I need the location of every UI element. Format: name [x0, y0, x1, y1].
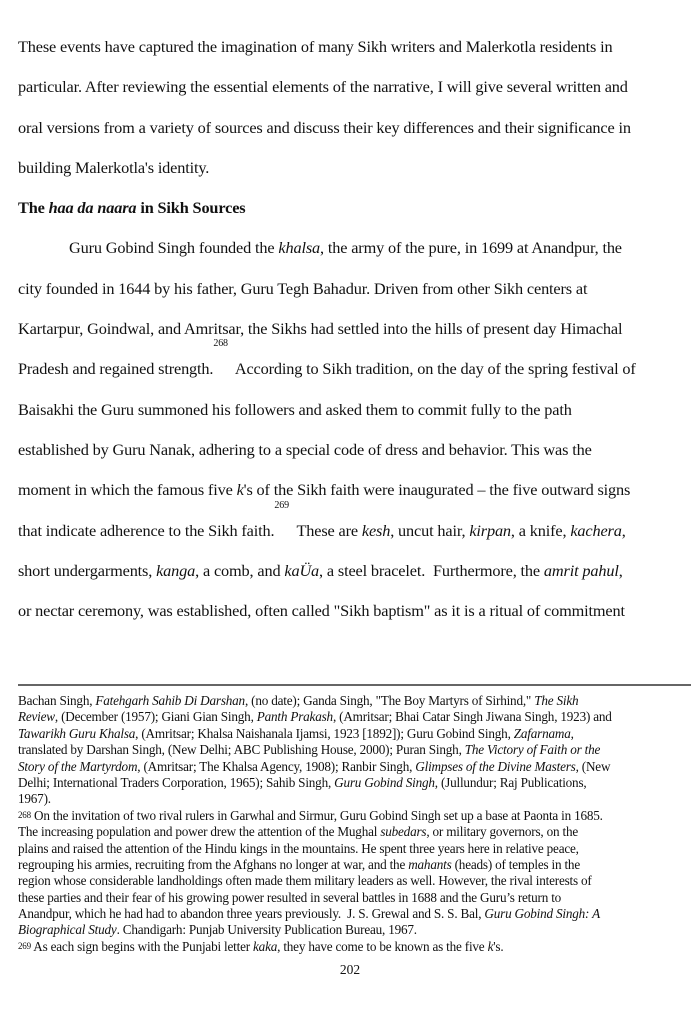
- footnote-line: [18, 824, 694, 840]
- italic-term: k: [487, 938, 494, 954]
- italic-title: Review: [18, 709, 55, 725]
- text: 's.: [493, 938, 504, 954]
- italic-term: khalsa: [278, 238, 321, 258]
- paragraph-line: or nectar ceremony, was established, often called "Sikh baptism" as it is a ritual of commitment: [18, 601, 625, 621]
- footnote-line: [18, 922, 694, 938]
- text: ,: [621, 520, 626, 540]
- paragraph-line: Kartarpur, Goindwal, and Amritsar, the Sikhs had settled into the hills of present day Himachal: [18, 319, 623, 339]
- text: (heads) of temples in the: [451, 856, 580, 872]
- paragraph-line: city founded in 1644 by his father, Guru Tegh Bahadur. Driven from other Sikh centers at: [18, 278, 588, 298]
- footnote-number: 268: [18, 809, 31, 820]
- italic-title: Tawarikh Guru Khalsa: [18, 725, 136, 741]
- heading-text: in Sikh Sources: [136, 198, 246, 218]
- paragraph-line: [18, 470, 694, 510]
- text: On the invitation of two rival rulers in Garwhal and Sirmur, Guru Gobind Singh set up a base at Paonta in 1685.: [30, 807, 603, 823]
- text: , (December (1957); Giani Gian Singh,: [54, 709, 257, 725]
- paragraph-line: [18, 228, 694, 268]
- footnote-line: [18, 808, 694, 824]
- footnote-line: these parties and their fear of his growing power resulted in several battles in 1688 and the Guru’s return to: [18, 889, 562, 905]
- italic-term: mahants: [408, 856, 452, 872]
- paragraph-line: [18, 338, 694, 389]
- italic-title: Biographical Study: [18, 922, 117, 938]
- text: , a knife,: [510, 520, 571, 540]
- footnote-line: [18, 857, 694, 873]
- text: , (Jullundur; Raj Publications,: [434, 774, 587, 790]
- footnote-ref-268[interactable]: 268: [213, 338, 228, 350]
- page-number: 202: [339, 962, 361, 977]
- text: Delhi; International Traders Corporation, 1965); Sahib Singh,: [18, 774, 335, 790]
- italic-title: The Sikh: [534, 693, 579, 708]
- italic-term: kaka: [253, 938, 278, 954]
- text: According to Sikh tradition, on the day of the spring festival of: [227, 359, 636, 379]
- italic-term: kanga: [156, 560, 196, 580]
- footnote-divider: [18, 684, 691, 686]
- text: ,: [570, 725, 574, 741]
- italic-term: subedars: [380, 824, 427, 840]
- body-text: [18, 27, 694, 631]
- italic-title: Guru Gobind Singh: A: [484, 906, 600, 922]
- paragraph-line: building Malerkotla's identity.: [18, 157, 210, 177]
- text: short undergarments,: [18, 560, 157, 580]
- italic-title: Story of the Martyrdom: [18, 758, 138, 774]
- text: . Chandigarh: Punjab University Publication Bureau, 1967.: [116, 922, 417, 938]
- text: , the army of the pure, in 1699 at Anandpur, the: [320, 238, 622, 258]
- footnote-line: [18, 693, 694, 709]
- text: These are: [288, 520, 362, 540]
- footnote-number: 269: [18, 940, 31, 951]
- paragraph-line: Baisakhi the Guru summoned his followers and asked them to commit fully to the path: [18, 399, 572, 419]
- text: , (Amritsar; The Khalsa Agency, 1908); Ranbir Singh,: [137, 758, 416, 774]
- footnote-line: region whose considerable landholdings often made them military leaders as well. However, the rival interests of: [18, 873, 592, 889]
- heading-italic-term: haa da naara: [48, 198, 137, 218]
- text: 's of the Sikh faith were inaugurated – the five outward signs: [243, 480, 631, 500]
- italic-title: Glimpses of the Divine Masters: [415, 758, 576, 774]
- text: Pradesh and regained strength.: [18, 359, 214, 379]
- italic-term: amrit pahul: [543, 560, 619, 580]
- italic-title: Zafarnama: [513, 725, 571, 741]
- paragraph-line: established by Guru Nanak, adhering to a special code of dress and behavior. This was the: [18, 439, 592, 459]
- text: ,: [618, 560, 623, 580]
- footnote-line: [18, 726, 694, 742]
- text: , or military governors, on the: [426, 824, 578, 840]
- italic-term: kachera: [570, 520, 622, 540]
- text: , (Amritsar; Bhai Catar Singh Jiwana Singh, 1923) and: [332, 709, 612, 725]
- footnote-line: [18, 742, 694, 758]
- text: , a steel bracelet. Furthermore, the: [319, 560, 544, 580]
- footnote-268: [18, 808, 694, 939]
- paragraph-line: These events have captured the imagination of many Sikh writers and Malerkotla residents in: [18, 37, 613, 56]
- text: Bachan Singh,: [18, 693, 96, 708]
- footnotes: [18, 693, 694, 955]
- footnote-line: [18, 939, 694, 955]
- text: The increasing population and power drew the attention of the Mughal: [18, 824, 381, 840]
- paragraph-line: [18, 551, 694, 591]
- footnote-line: [18, 759, 694, 775]
- italic-term: kesh: [361, 520, 391, 540]
- italic-title: Fatehgarh Sahib Di Darshan: [95, 693, 245, 708]
- text: translated by Darshan Singh, (New Delhi; ABC Publishing House, 2000); Puran Singh,: [18, 742, 465, 758]
- italic-term: k: [236, 480, 244, 500]
- footnote-line: 1967).: [18, 791, 51, 807]
- italic-title: Guru Gobind Singh: [334, 774, 435, 790]
- text: Anandpur, which he had had to abandon three years previously. J. S. Grewal and S. S. Bal,: [18, 906, 485, 922]
- footnote-269: [18, 939, 694, 955]
- heading-text: The: [18, 198, 49, 218]
- text: , (Amritsar; Khalsa Naishanala Ijamsi, 1923 [1892]); Guru Gobind Singh,: [135, 725, 514, 741]
- italic-title: The Victory of Faith or the: [464, 742, 601, 758]
- text: As each sign begins with the Punjabi letter: [30, 938, 254, 954]
- text: moment in which the famous five: [18, 480, 237, 500]
- footnote-continued: [18, 693, 694, 808]
- text: regrouping his armies, recruiting from the Afghans no longer at war, and the: [18, 856, 409, 872]
- italic-term: kaÜa: [284, 560, 320, 580]
- footnote-line: [18, 906, 694, 922]
- italic-title: Panth Prakash: [256, 709, 333, 725]
- paragraph-line: particular. After reviewing the essential elements of the narrative, I will give several written and: [18, 77, 628, 97]
- footnote-line: [18, 775, 694, 791]
- footnote-line: [18, 709, 694, 725]
- text: , (no date); Ganda Singh, "The Boy Martyrs of Sirhind,": [244, 693, 535, 708]
- text: , they have come to be known as the five: [277, 938, 488, 954]
- paragraph-line: [18, 499, 694, 551]
- italic-term: kirpan: [469, 520, 511, 540]
- text: , (New: [575, 758, 611, 774]
- text: , a comb, and: [195, 560, 285, 580]
- footnote-ref-269[interactable]: 269: [274, 499, 289, 511]
- footnote-line: plains and raised the attention of the Hindu kings in the mountains. He spent three years here in relative peace,: [18, 840, 579, 856]
- text: , uncut hair,: [390, 520, 470, 540]
- paragraph-line: oral versions from a variety of sources and discuss their key differences and their significance in: [18, 117, 631, 137]
- section-heading: [18, 188, 694, 228]
- text: that indicate adherence to the Sikh faith.: [18, 520, 275, 540]
- text: Guru Gobind Singh founded the: [69, 238, 279, 258]
